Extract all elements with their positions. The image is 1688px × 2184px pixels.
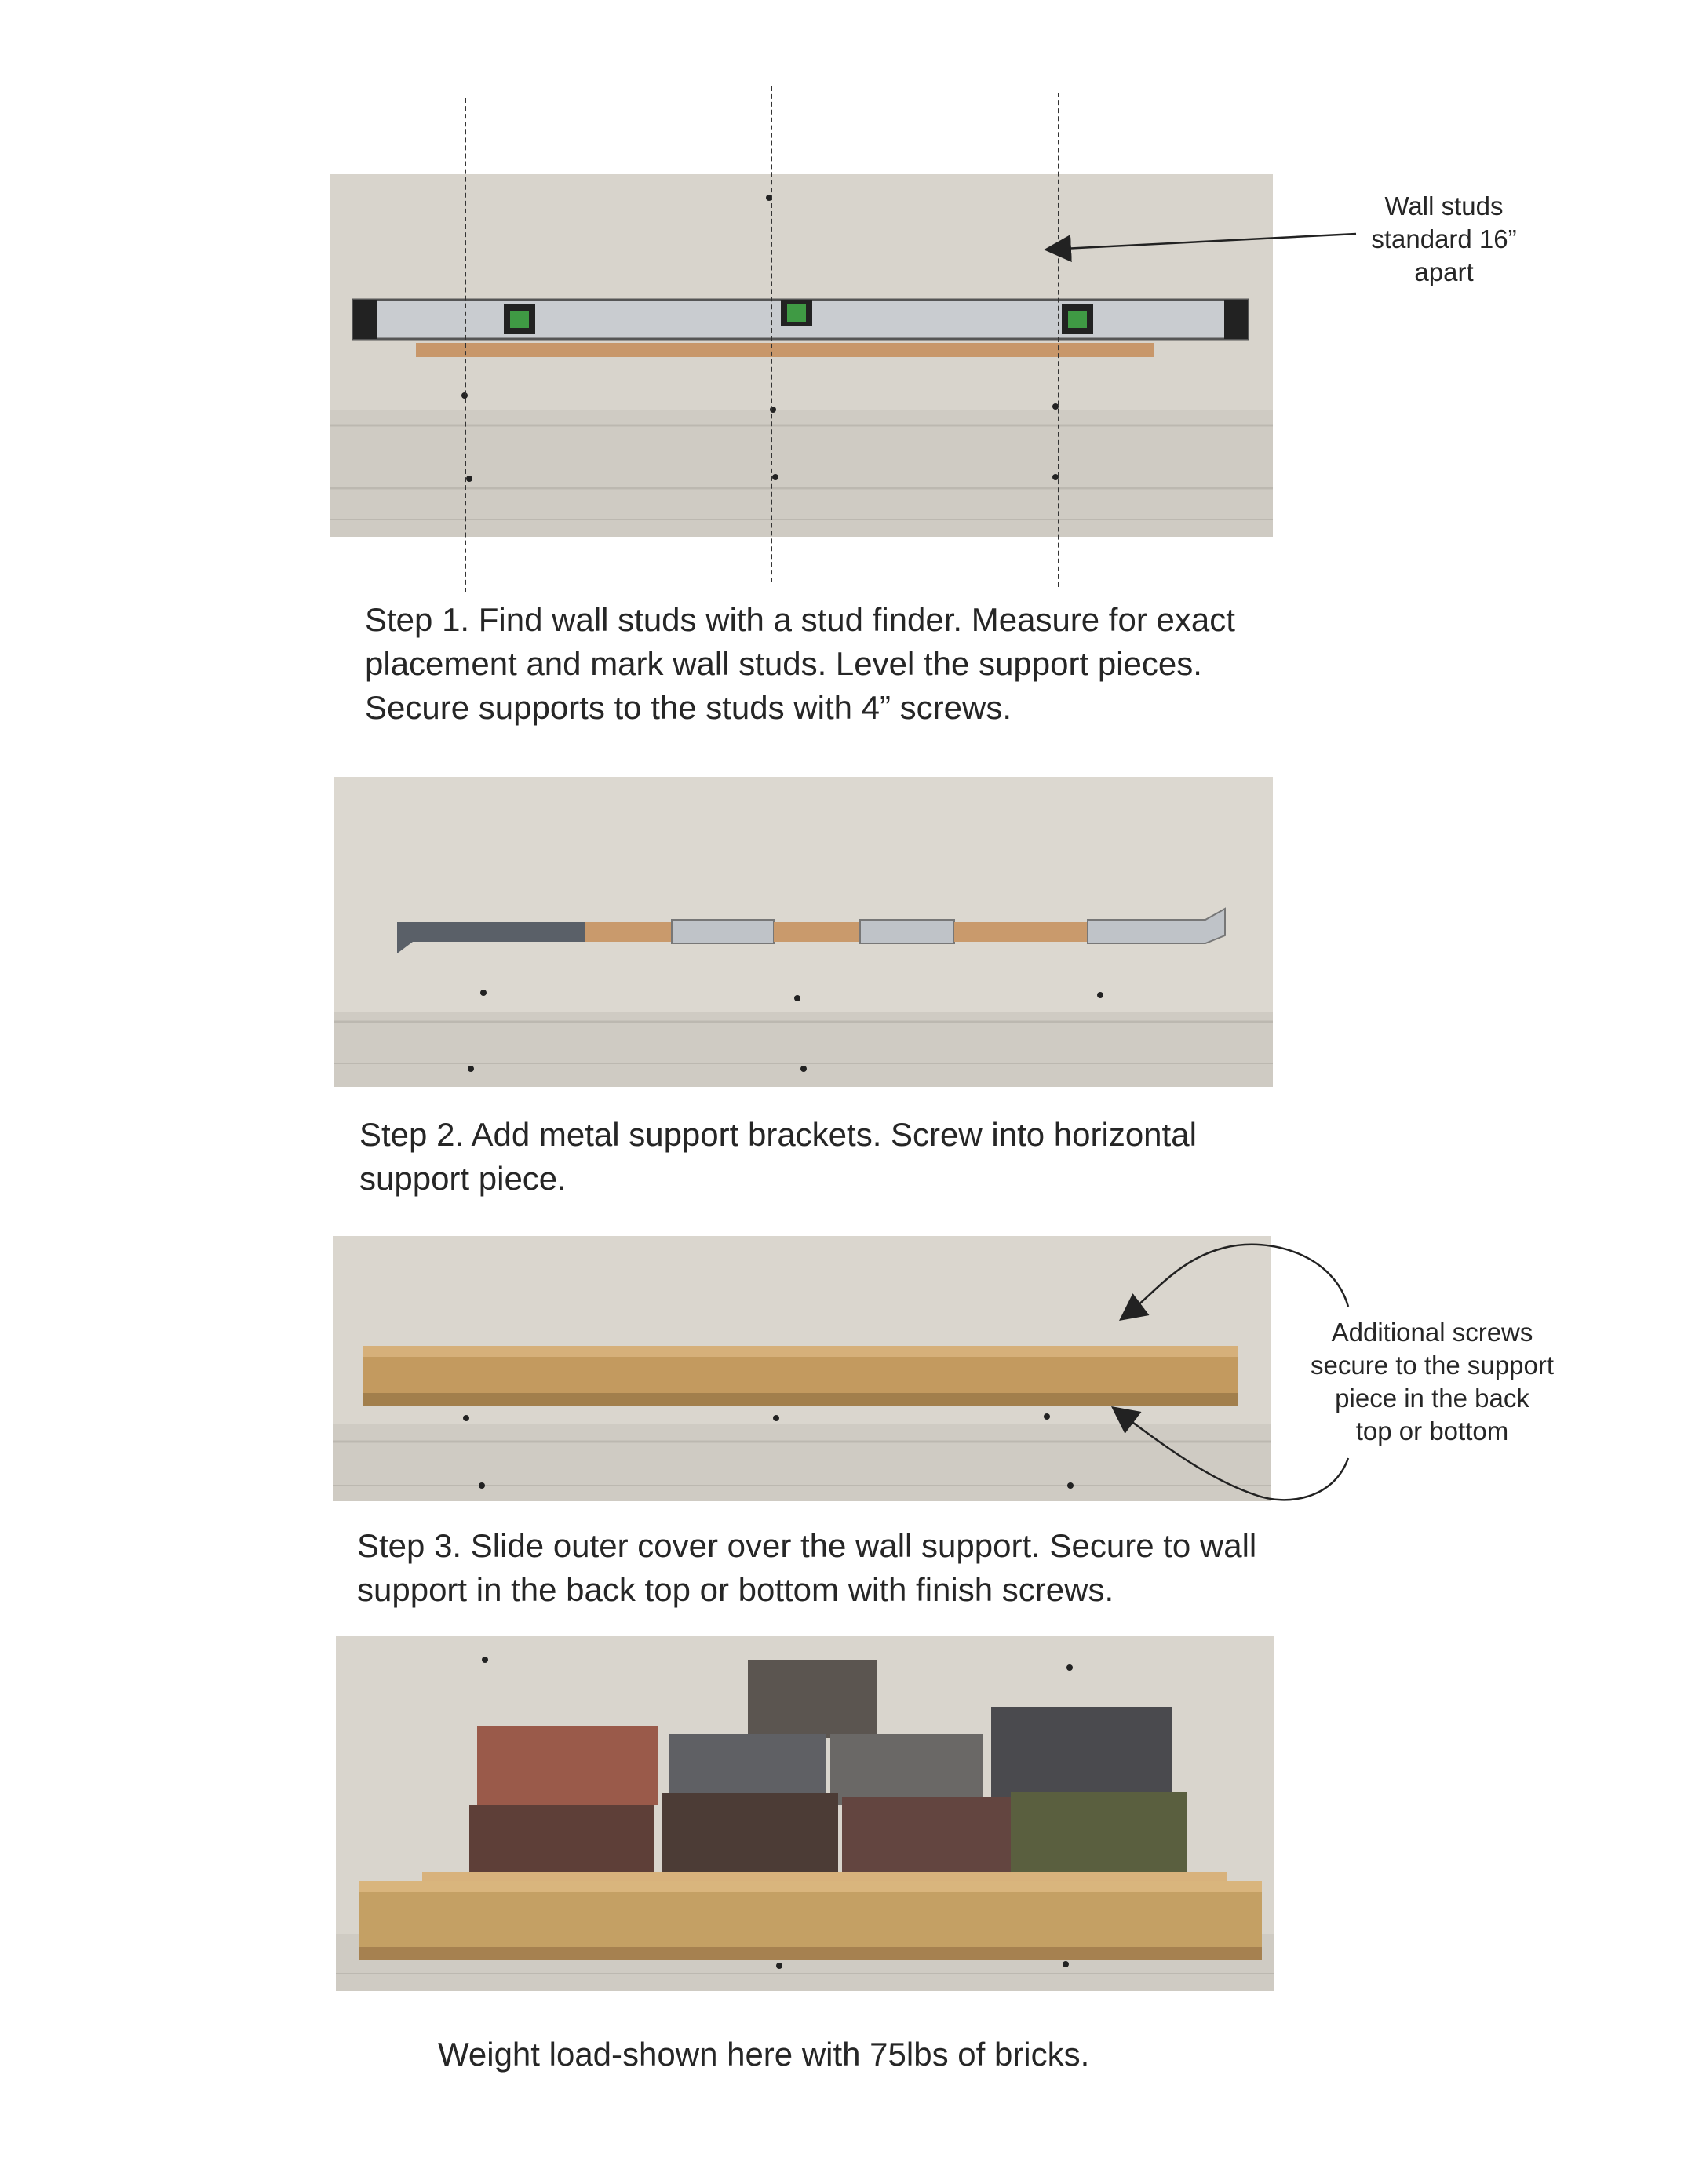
wall-studs-line-1: Wall studs <box>1384 191 1504 221</box>
photo-step1-level <box>330 174 1273 537</box>
additional-screws-line-1: Additional screws <box>1331 1318 1533 1347</box>
additional-screws-line-2: secure to the support <box>1310 1351 1555 1380</box>
wall-studs-note <box>1326 190 1562 289</box>
additional-screws-line-4: top or bottom <box>1355 1417 1509 1446</box>
stud-guide-center <box>771 86 772 582</box>
final-caption: Weight load-shown here with 75lbs of bricks. <box>438 2036 1090 2073</box>
photo-step2-brackets <box>334 777 1273 1087</box>
additional-screws-note <box>1287 1316 1577 1448</box>
step2-caption: Step 2. Add metal support brackets. Screw into horizontal support piece. <box>359 1116 1197 1197</box>
step3-caption: Step 3. Slide outer cover over the wall support. Secure to wall support in the back top or bottom with finish screws. <box>357 1527 1257 1608</box>
additional-screws-line-3: piece in the back <box>1335 1384 1529 1413</box>
stud-guide-left <box>465 98 466 592</box>
wall-studs-line-2: standard 16” <box>1371 224 1517 253</box>
step1-caption: Step 1. Find wall studs with a stud finder. Measure for exact placement and mark wall studs. Level the support pieces. Secure supports to the studs with 4” screws. <box>365 601 1235 726</box>
wall-studs-line-3: apart <box>1414 257 1474 286</box>
photo-weight-load <box>336 1636 1274 1991</box>
stud-guide-right <box>1058 93 1059 587</box>
photo-step3-shelf <box>333 1236 1271 1501</box>
